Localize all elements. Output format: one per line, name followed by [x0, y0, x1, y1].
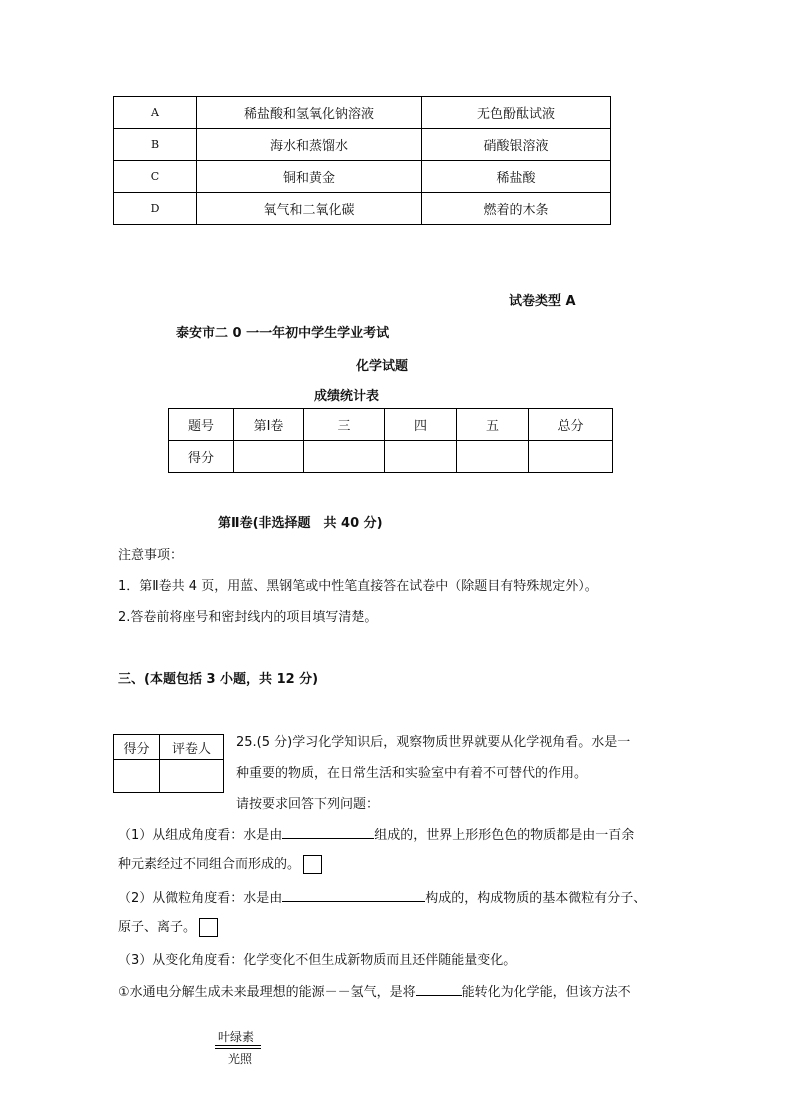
- table-row: [114, 129, 611, 161]
- reagent-table: [113, 96, 611, 225]
- question-text: 种元素经过不同组合而形成的。: [118, 857, 301, 872]
- score-cell[interactable]: [457, 441, 529, 473]
- question-text: （3）从变化角度看：化学变化不但生成新物质而且还伴随能量变化。: [118, 953, 517, 968]
- reaction-arrow-line: [215, 1045, 261, 1046]
- objects-cell: 稀盐酸和氢氧化钠溶液: [197, 97, 422, 129]
- exam-type: 试卷类型 A: [509, 294, 576, 309]
- score-cell[interactable]: [304, 441, 385, 473]
- question-text: （1）从组成角度看：水是由: [118, 828, 283, 843]
- notes-item: 1．第Ⅱ卷共 4 页，用蓝、黑钢笔或中性笔直接答在试卷中（除题目有特殊规定外）。: [118, 579, 598, 594]
- answer-blank[interactable]: [416, 982, 462, 996]
- section-title: 三、(本题包括 3 小题，共 12 分): [118, 672, 319, 687]
- reagent-cell: 硝酸银溶液: [422, 129, 611, 161]
- table-row: [114, 161, 611, 193]
- header-cell: 四: [385, 409, 457, 441]
- reagent-cell: 无色酚酞试液: [422, 97, 611, 129]
- row-label: 得分: [169, 441, 234, 473]
- table-row: [114, 760, 224, 793]
- objects-cell: 铜和黄金: [197, 161, 422, 193]
- grader-box: [113, 734, 224, 793]
- reagent-cell: 燃着的木条: [422, 193, 611, 225]
- score-cell[interactable]: [529, 441, 613, 473]
- table-row: [169, 409, 613, 441]
- row-label: B: [114, 129, 197, 161]
- objects-cell: 海水和蒸馏水: [197, 129, 422, 161]
- question-text: 请按要求回答下列问题：: [236, 797, 380, 812]
- header-cell: 第Ⅰ卷: [234, 409, 304, 441]
- exam-title: 泰安市二 0 一一年初中学生学业考试: [176, 326, 390, 341]
- question-text: 原子、离子。: [118, 920, 197, 935]
- checkbox[interactable]: [303, 855, 322, 874]
- header-cell: 总分: [529, 409, 613, 441]
- question-part-1: [118, 824, 634, 843]
- table-row: [114, 97, 611, 129]
- question-text: 组成的，世界上形形色色的物质都是由一百余: [374, 828, 635, 843]
- volume-title: 第Ⅱ卷(非选择题 共 40 分): [218, 516, 383, 531]
- header-cell: 五: [457, 409, 529, 441]
- score-table: [168, 408, 613, 473]
- question-part-1-cont: [118, 853, 322, 874]
- header-cell: 三: [304, 409, 385, 441]
- reagent-cell: 稀盐酸: [422, 161, 611, 193]
- header-cell: 题号: [169, 409, 234, 441]
- reaction-condition-top: 叶绿素: [218, 1030, 255, 1044]
- score-cell[interactable]: [385, 441, 457, 473]
- question-text: ①水通电分解生成未来最理想的能源－－氢气，是将: [118, 985, 416, 1000]
- grader-score-label: 得分: [114, 735, 160, 760]
- reaction-condition-bottom: 光照: [228, 1052, 253, 1066]
- row-label: D: [114, 193, 197, 225]
- row-label: C: [114, 161, 197, 193]
- question-text: 构成的，构成物质的基本微粒有分子、: [425, 891, 647, 906]
- objects-cell: 氧气和二氧化碳: [197, 193, 422, 225]
- question-text: （2）从微粒角度看：水是由: [118, 891, 283, 906]
- notes-item: 2.答卷前将座号和密封线内的项目填写清楚。: [118, 610, 378, 625]
- grader-name-label: 评卷人: [160, 735, 224, 760]
- score-cell[interactable]: [234, 441, 304, 473]
- question-text: 能转化为化学能，但该方法不: [461, 985, 631, 1000]
- notes-heading: 注意事项：: [118, 548, 184, 563]
- question-part-2: [118, 887, 646, 906]
- question-part-4: [118, 981, 631, 1000]
- answer-blank[interactable]: [282, 825, 374, 839]
- table-row: [114, 193, 611, 225]
- table-row: [169, 441, 613, 473]
- checkbox[interactable]: [199, 918, 218, 937]
- question-part-2-cont: [118, 916, 218, 937]
- reaction-arrow-line: [215, 1048, 261, 1049]
- score-table-title: 成绩统计表: [314, 389, 380, 404]
- grader-name-cell[interactable]: [160, 760, 224, 793]
- grader-score-cell[interactable]: [114, 760, 160, 793]
- question-text: 25.(5 分)学习化学知识后，观察物质世界就要从化学视角看。水是一: [236, 735, 631, 750]
- answer-blank[interactable]: [282, 888, 425, 902]
- subject-title: 化学试题: [356, 359, 409, 374]
- table-row: [114, 735, 224, 760]
- row-label: A: [114, 97, 197, 129]
- question-text: 种重要的物质，在日常生活和实验室中有着不可替代的作用。: [236, 766, 588, 781]
